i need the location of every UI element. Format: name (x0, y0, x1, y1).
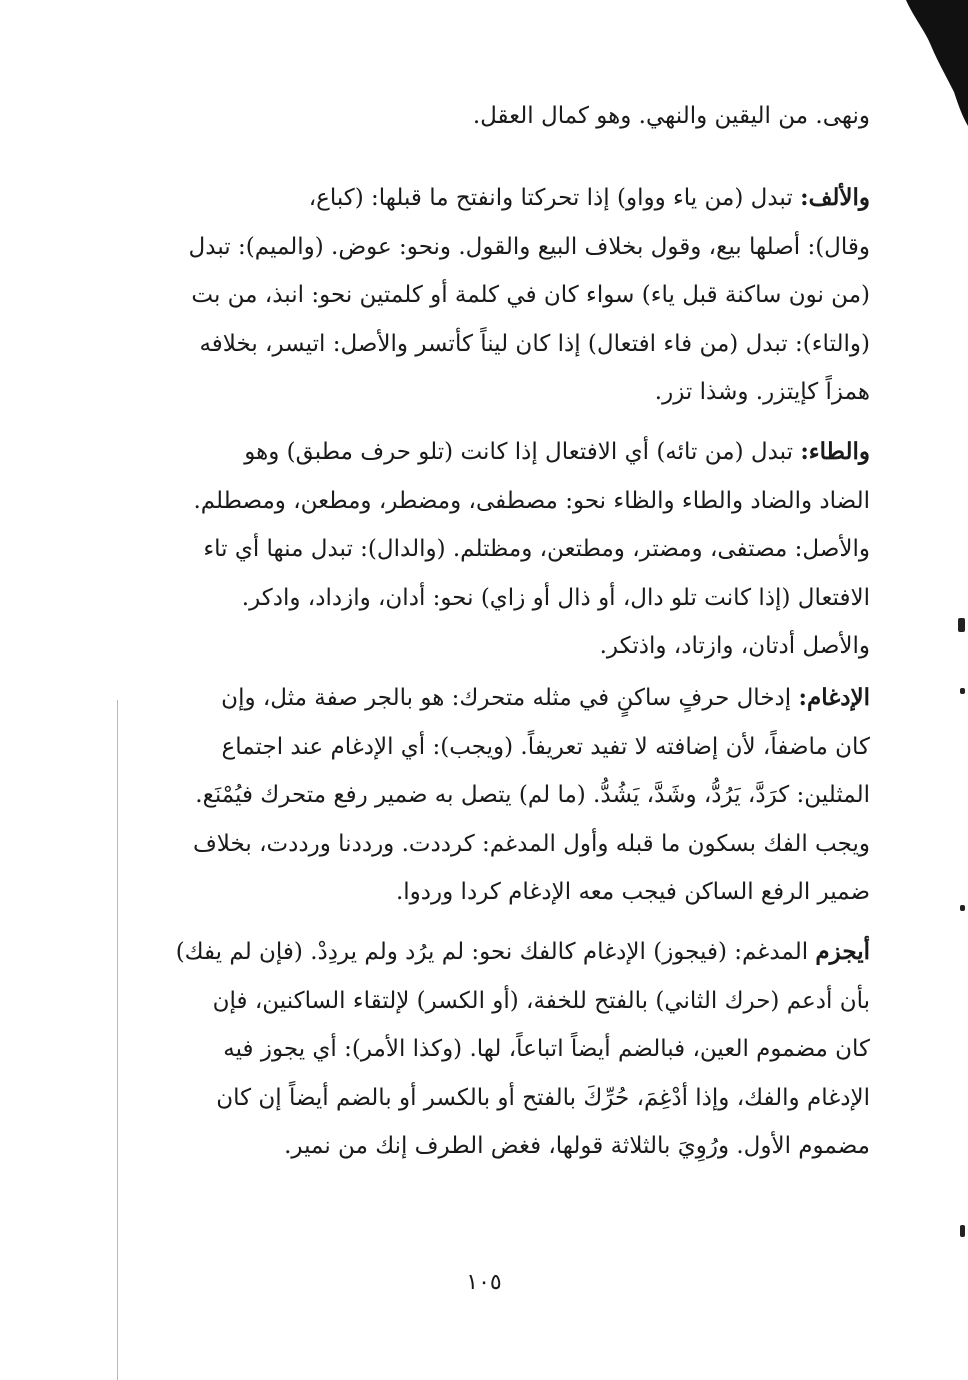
text-line: ونهى. من اليقين والنهي. وهو كمال العقل. (472, 103, 870, 129)
text-line: وقال): أصلها بيع، وقول بخلاف البيع والقول. ونحو: عوض. (والميم): تبدل (188, 233, 870, 260)
scan-shadow-corner (888, 0, 968, 130)
scan-edge-mark (960, 905, 965, 911)
page-number: ١٠٥ (466, 1270, 502, 1295)
text-line: كان ماضفاً، لأن إضافته لا تفيد تعريفاً. (ويجب): أي الإدغام عند اجتماع (221, 733, 870, 760)
text-line: والأصل: مصتفى، ومضتر، ومطتعن، ومظتلم. (والدال): تبدل منها أي تاء (203, 536, 870, 562)
text-line: ويجب الفك بسكون ما قبله وأول المدغم: كرددت. ورددنا ورددت، بخلاف (192, 830, 870, 857)
text-line: والأصل أدتان، وازتاد، واذتكر. (599, 633, 870, 659)
text-line: الإدغام والفك، وإذا أدْغِمَ، حُرِّكَ بالفتح أو بالكسر أو بالضم أيضاً إن كان (216, 1084, 870, 1111)
text-line: والطاء: تبدل (من تائه) أي الافتعال إذا كانت (تلو حرف مطبق) وهو (244, 438, 870, 465)
text-line: كان مضموم العين، فبالضم أيضاً اتباعاً، لها. (وكذا الأمر): أي يجوز فيه (223, 1036, 870, 1062)
paragraph-idgham (170, 674, 870, 917)
paragraph-taa (170, 428, 870, 671)
text-line: الإدغام: إدخال حرفٍ ساكنٍ في مثله متحرك: هو بالجر صفة مثل، وإن (221, 684, 870, 711)
text-line: الافتعال (إذا كانت تلو دال، أو ذال أو زاي) نحو: أدان، وازداد، وادكر. (241, 584, 870, 611)
text-line: المثلين: كرَدَّ، يَرُدُّ، وشَدَّ، يَشُدُّ. (ما لم) يتصل به ضمير رفع متحرك فيُمْنَع. (195, 782, 870, 808)
term-heading: والألف: (800, 184, 870, 211)
scan-edge-mark (960, 688, 965, 694)
text-line: (من نون ساكنة قبل ياء) سواء كان في كلمة أو كلمتين نحو: انبذ، من بت (191, 282, 870, 308)
text-line: (والتاء): تبدل (من فاء افتعال) إذا كان ليناً كأتسر والأصل: اتيسر، بخلافه (199, 330, 870, 357)
paragraph-alif (170, 174, 870, 417)
text-line: ضمير الرفع الساكن فيجب معه الإدغام كردا وردوا. (395, 879, 870, 905)
scan-edge-mark (960, 1225, 965, 1237)
term-heading: الإدغام: (798, 684, 870, 711)
paragraph-ajzam (170, 928, 870, 1171)
term-heading: والطاء: (800, 438, 870, 465)
text-line: بأن أدعم (حرك الثاني) بالفتح للخفة، (أو الكسر) لإلتقاء الساكنين، فإن (212, 987, 870, 1014)
scan-edge-mark (958, 618, 965, 632)
text-line: همزاً كإيتزر. وشذا تزر. (654, 379, 870, 405)
text-line: الضاد والضاد والطاء والظاء نحو: مصطفى، ومضطر، ومطعن، ومصطلم. (193, 487, 870, 514)
text-line: والألف: تبدل (من ياء وواو) إذا تحركتا وانفتح ما قبلها: (كباع، (308, 184, 870, 211)
term-heading: أيجزم (815, 938, 870, 965)
text-line: أيجزم المدغم: (فيجوز) الإدغام كالفك نحو: لم يرُد ولم يردِدْ. (فإن لم يفك) (175, 938, 870, 965)
text-line: مضموم الأول. ورُوِيَ بالثلاثة قولها، فغض الطرف إنك من نمير. (284, 1133, 870, 1159)
paragraph-intro (170, 92, 870, 141)
